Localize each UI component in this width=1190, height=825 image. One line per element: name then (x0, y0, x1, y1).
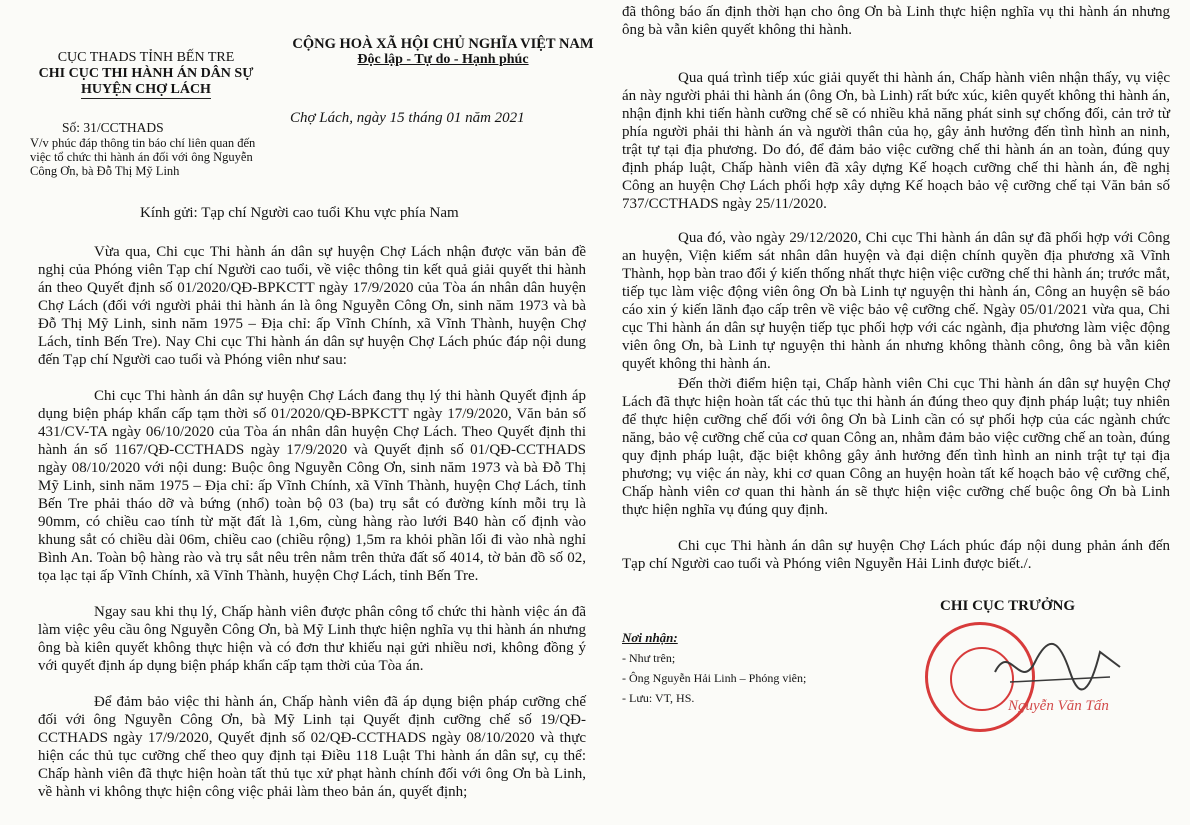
national-header (278, 36, 608, 68)
paragraph-8: Chi cục Thi hành án dân sự huyện Chợ Lách phúc đáp nội dung phản ánh đến Tạp chí Người cao tuổi và Phóng viên Nguyễn Hải Linh được biết./. (622, 538, 1170, 572)
paragraph-4-continued: đã thông báo ấn định thời hạn cho ông Ơn bà Linh thực hiện nghĩa vụ thi hành án nhưng ông bà vẫn kiên quyết không thi hành. (622, 4, 1170, 38)
document-subject: V/v phúc đáp thông tin báo chí liên quan đến việc tổ chức thi hành án đối với ông Nguyễn Công Ơn, bà Đỗ Thị Mỹ Linh (30, 136, 256, 178)
office-name-line2: HUYỆN CHỢ LÁCH (81, 82, 211, 97)
paragraph-2: Chi cục Thi hành án dân sự huyện Chợ Lách đang thụ lý thi hành Quyết định áp dụng biện pháp khẩn cấp tạm thời số 01/2020/QĐ-BPKCTT ngày 17/9/2020, Văn bản số 431/CV-TA ngày 06/10/2020 của Tòa án nhân dân huyện Chợ Lách. Theo Quyết định thi hành án số 1167/QĐ-CCTHADS ngày 17/9/2020 và Quyết định số 01/QĐ-CCTHADS ngày 08/10/2020 với nội dung: Buộc ông Nguyễn Công Ơn, sinh năm 1973 và bà Đỗ Thị Mỹ Linh, sinh năm 1975 – Địa chỉ: ấp Vĩnh Chính, xã Vĩnh Thành, huyện Chợ Lách, tỉnh Bến Tre phải tháo dỡ và bứng (nhổ) toàn bộ 03 (ba) trụ sắt có đường kính mỗi trụ là 90mm, có chiều cao tính từ mặt đất là 1,6m, cùng hàng rào lưới B40 hàn cố định vào khung sắt có chiều dài 06m, chiều cao (chiều rộng) 1,5m ra khỏi phần lối đi vào nhà nghỉ Bình An. Toàn bộ hàng rào và trụ sắt nêu trên nằm trên thửa đất số 4014, tờ bản đồ số 02, tọa lạc tại ấp Vĩnh Chính, xã Vĩnh Thành, huyện Chợ Lách, tỉnh Bến Tre. (38, 388, 586, 584)
paragraph-6: Qua đó, vào ngày 29/12/2020, Chi cục Thi hành án dân sự đã phối hợp với Công an huyện, Viện kiểm sát nhân dân huyện và đại diện chính quyền địa phương xã Vĩnh Thành, họp bàn trao đổi ý kiến thống nhất thực hiện việc cưỡng chế thi hành án; trước mắt, tiếp tục làm việc động viên ông Ơn bà Linh tự nguyện thi hành án, Công an huyện sẽ báo cáo xin ý kiến lãnh đạo cấp trên về việc bảo vệ cưỡng chế. Ngày 05/01/2021 vừa qua, Chi cục Thi hành án dân sự huyện tiếp tục phối hợp với các ngành, địa phương làm việc động viên ông Ơn, bà Linh tự nguyện thi hành án nhưng không thành công, ông bà vẫn kiên quyết không thi hành án. (622, 230, 1170, 372)
paragraph-3: Ngay sau khi thụ lý, Chấp hành viên được phân công tổ chức thi hành việc án đã làm việc yêu cầu ông Nguyễn Công Ơn, bà Mỹ Linh thực hiện nghĩa vụ thi hành án nhưng ông bà kiên quyết không thực hiện và có đơn thư khiếu nại gửi nhiều nơi, không đồng ý với quyết định áp dụng biện pháp khẩn cấp tạm thời của Tòa án. (38, 604, 586, 674)
handwritten-signature-icon (990, 632, 1130, 702)
recipient-item: - Ông Nguyễn Hải Linh – Phóng viên; (622, 671, 807, 685)
recipients-block (622, 630, 882, 706)
signer-name: Nguyễn Văn Tấn (1008, 698, 1109, 714)
national-motto: Độc lập - Tự do - Hạnh phúc (357, 52, 529, 67)
recipient-item: - Lưu: VT, HS. (622, 691, 695, 705)
paragraph-7: Đến thời điểm hiện tại, Chấp hành viên Chi cục Thi hành án dân sự huyện Chợ Lách đã thực hiện hoàn tất các thủ tục thi hành án đúng theo quy định pháp luật; tuy nhiên để thực hiện cưỡng chế đối với ông Ơn bà Linh cần có sự phối hợp của các ngành chức năng, bảo vệ cưỡng chế của cơ quan Công an, nhằm đảm bảo việc cưỡng chế an toàn, đúng quy định pháp luật, đặc biệt không gây ảnh hưởng đến tình hình an ninh trật tự tại địa phương; vụ việc án này, khi cơ quan Công an huyện hoàn tất kế hoạch bảo vệ cưỡng chế, Chấp hành viên cơ quan thi hành án sẽ thực hiện việc cưỡng chế buộc ông Ơn bà Linh thực hiện nghĩa vụ đúng quy định. (622, 376, 1170, 518)
paragraph-5: Qua quá trình tiếp xúc giải quyết thi hành án, Chấp hành viên nhận thấy, vụ việc án này người phải thi hành án (ông Ơn, bà Linh) rất bức xúc, kiên quyết không thi hành án, nhận định khi tiến hành cưỡng chế sẽ có nhiều khả năng phát sinh sự chống đối, cản trở từ phía người phải thi hành án và người thân của họ, gây ảnh hưởng đến tình hình an ninh, trật tự tại địa phương. Do đó, để đảm bảo việc cưỡng chế thi hành án an toàn, đúng quy định pháp luật, Chấp hành viên đã xây dựng Kế hoạch cưỡng chế thi hành án, đề nghị Công an huyện Chợ Lách phối hợp xây dựng Kế hoạch bảo vệ cưỡng chế tại Văn bản số 737/CCTHADS ngày 25/11/2020. (622, 70, 1170, 212)
parent-agency: CỤC THADS TỈNH BẾN TRE (57, 50, 235, 65)
country-name: CỘNG HOÀ XÃ HỘI CHỦ NGHĨA VIỆT NAM (292, 36, 594, 52)
office-name-line1: CHI CỤC THI HÀNH ÁN DÂN SỰ (38, 66, 254, 81)
signer-title: CHI CỤC TRƯỞNG (940, 598, 1076, 614)
paragraph-1: Vừa qua, Chi cục Thi hành án dân sự huyện Chợ Lách nhận được văn bản đề nghị của Phóng viên Tạp chí Người cao tuổi, về việc thông tin kết quả giải quyết thi hành án theo Quyết định số 01/2020/QĐ-BPKCTT ngày 17/9/2020 của Tòa án nhân dân huyện Chợ Lách (đối với người phải thi hành án là ông Nguyễn Công Ơn, sinh năm 1973 và bà Đỗ Thị Mỹ Linh, sinh năm 1975 – Địa chỉ: ấp Vĩnh Chính, xã Vĩnh Thành, huyện Chợ Lách, tỉnh Bến Tre). Nay Chi cục Thi hành án dân sự huyện Chợ Lách phúc đáp nội dung đến Tạp chí Người cao tuổi và Phóng viên như sau: (38, 244, 586, 368)
document-number: Số: 31/CCTHADS (62, 120, 164, 135)
recipient-item: - Như trên; (622, 651, 676, 665)
paragraph-4: Để đảm bảo việc thi hành án, Chấp hành viên đã áp dụng biện pháp cưỡng chế đối với ông Nguyễn Công Ơn, bà Mỹ Linh tại Quyết định cưỡng chế số 19/QĐ-CCTHADS ngày 17/9/2020, Quyết định số 02/QĐ-CCTHADS ngày 08/10/2020 và thực hiện các thủ tục cưỡng chế theo quy định tại Điều 118 Luật Thi hành án dân sự, cụ thể: Chấp hành viên đã thực hiện hoàn tất thủ tục xử phạt hành chính đối với ông Ơn bà Linh, về hành vi không thực hiện công việc phải làm theo bản án, quyết định; (38, 694, 586, 800)
addressee: Kính gửi: Tạp chí Người cao tuổi Khu vực phía Nam (140, 205, 459, 221)
document-date: Chợ Lách, ngày 15 tháng 01 năm 2021 (290, 110, 525, 126)
agency-header (30, 50, 262, 99)
recipients-title: Nơi nhận: (622, 630, 678, 645)
